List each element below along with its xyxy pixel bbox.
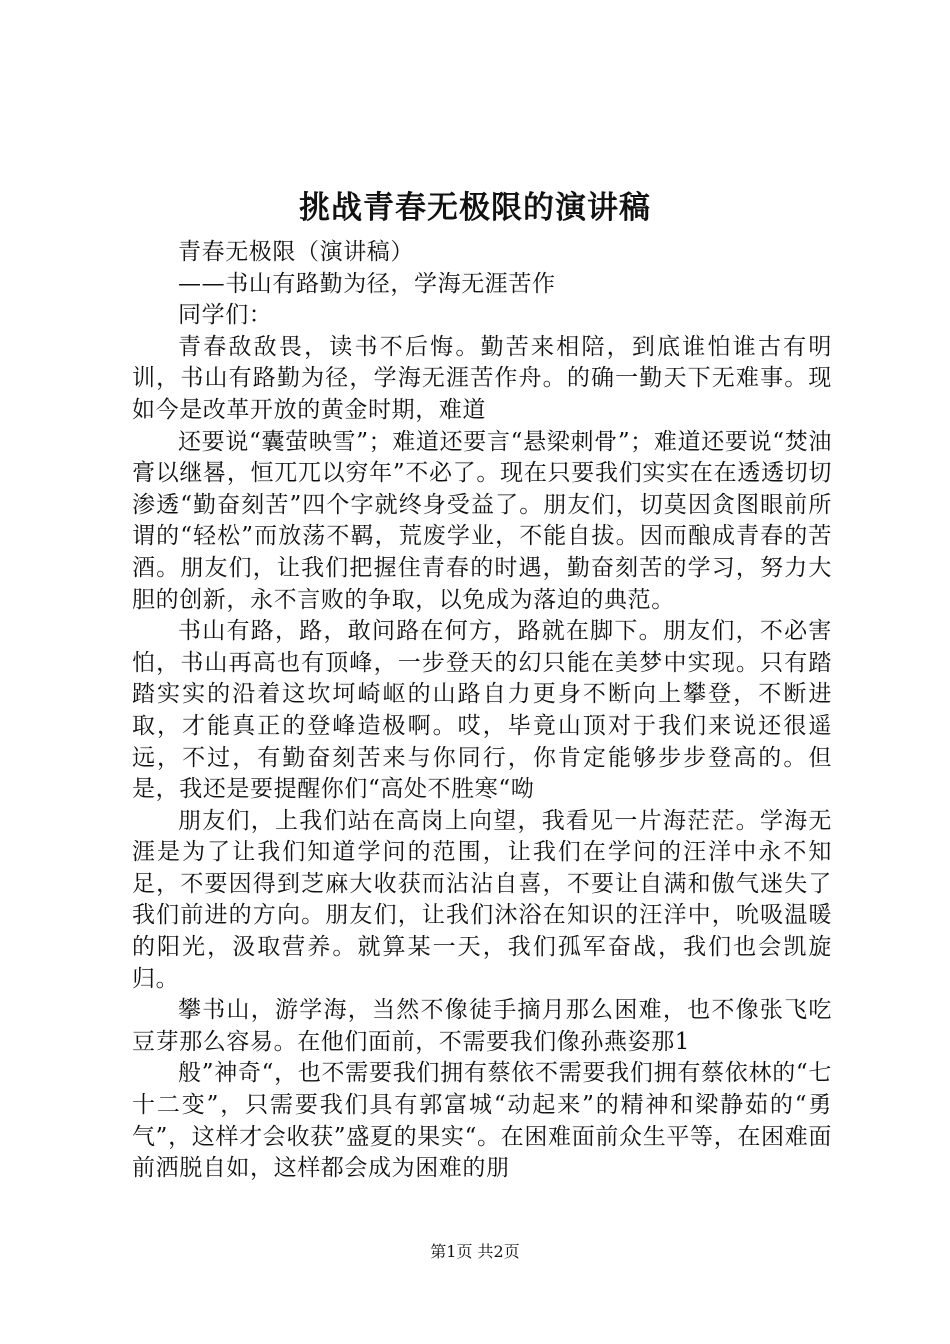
document-title: 挑战青春无极限的演讲稿 [299, 190, 651, 226]
paragraph: 朋友们，上我们站在高岗上向望，我看见一片海茫茫。学海无涯是为了让我们知道学问的范围，让我们在学问的汪洋中永不知足，不要因得到芝麻大收获而沾沾自喜，不要让自满和傲气迷失了我们前进的方向。朋友们，让我们沐浴在知识的汪洋中，吮吸温暖的阳光，汲取营养。就算某一天，我们孤军奋战，我们也会凯旋归。 [132, 807, 832, 992]
document-body [132, 237, 832, 1185]
paragraph-motto: ——书山有路勤为径，学海无涯苦作 [178, 270, 556, 297]
paragraph: 攀书山，游学海，当然不像徒手摘月那么困难，也不像张飞吃豆芽那么容易。在他们面前，不需要我们像孙燕姿那1 [132, 997, 832, 1055]
page-number-footer: 第1页 共2页 [430, 1242, 520, 1261]
paragraph-greeting: 同学们： [178, 302, 273, 329]
paragraph: 青春敌敌畏，读书不后悔。勤苦来相陪，到底谁怕谁古有明训，书山有路勤为径，学海无涯苦作舟。的确一勤天下无难事。现如今是改革开放的黄金时期，难道 [132, 333, 832, 423]
paragraph: 般”神奇“，也不需要我们拥有蔡依不需要我们拥有蔡依林的“七十二变”，只需要我们具有郭富城“动起来”的精神和梁静茹的“勇气”，这样才会收获”盛夏的果实“。在困难面前众生平等，在困难面前洒脱自如，这样都会成为困难的朋 [132, 1060, 832, 1182]
paragraph: 书山有路，路，敢问路在何方，路就在脚下。朋友们，不必害怕，书山再高也有顶峰，一步登天的幻只能在美梦中实现。只有踏踏实实的沿着这坎坷崎岖的山路自力更身不断向上攀登，不断进取，才能真正的登峰造极啊。哎，毕竟山顶对于我们来说还很遥远，不过，有勤奋刻苦来与你同行，你肯定能够步步登高的。但是，我还是要提醒你们“高处不胜寒“呦 [132, 618, 832, 803]
paragraph-subtitle: 青春无极限（演讲稿） [178, 239, 414, 265]
paragraph: 还要说“囊萤映雪”；难道还要言“悬梁刺骨”；难道还要说“焚油膏以继晷，恒兀兀以穷年”不必了。现在只要我们实实在在透透切切渗透“勤奋刻苦”四个字就终身受益了。朋友们，切莫因贪图眼前所谓的“轻松”而放荡不羁，荒废学业，不能自拔。因而酿成青春的苦酒。朋友们，让我们把握住青春的时遇，勤奋刻苦的学习，努力大胆的创新，永不言败的争取，以免成为落迫的典范。 [132, 428, 832, 613]
